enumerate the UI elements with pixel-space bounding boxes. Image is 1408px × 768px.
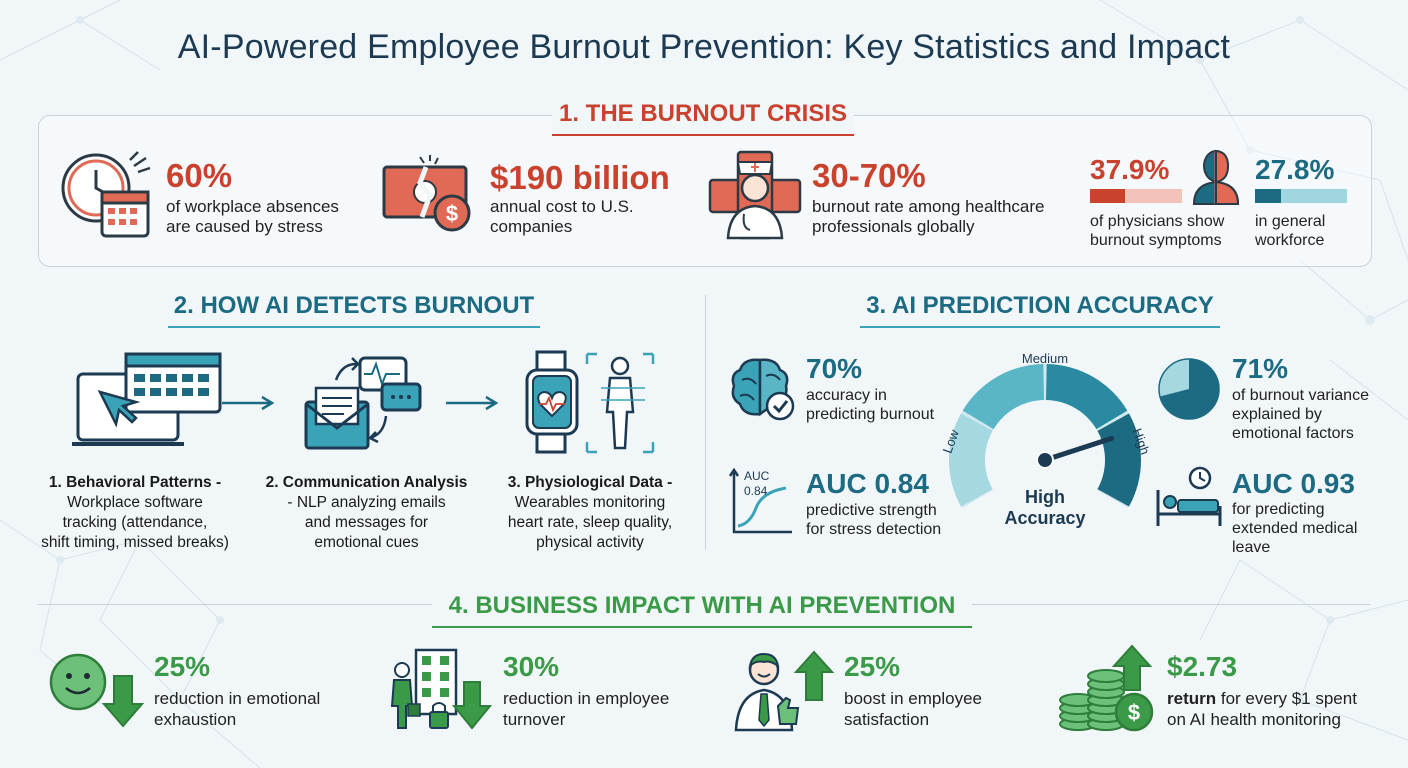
behavioral-step-line2: tracking (attendance, bbox=[62, 514, 208, 531]
gauge-hub bbox=[1037, 452, 1053, 468]
envelope-chat-icon bbox=[300, 352, 425, 452]
auc-mini-label1: AUC bbox=[744, 469, 770, 483]
bed-clock-icon bbox=[1154, 466, 1224, 528]
gauge-needle bbox=[1045, 438, 1112, 460]
doctor-icon bbox=[708, 150, 803, 240]
absence-stat-line2: are caused by stress bbox=[166, 217, 323, 236]
laptop-calendar-icon bbox=[72, 352, 222, 452]
communication-step-text bbox=[254, 473, 479, 553]
communication-step-line2: and messages for bbox=[304, 514, 429, 531]
auc-leave-line1: for predicting bbox=[1232, 501, 1325, 518]
accuracy-stat-line1: accuracy in bbox=[806, 387, 887, 404]
auc-stress-line2: for stress detection bbox=[806, 521, 942, 538]
workforce-bar-track bbox=[1255, 189, 1347, 203]
satisfaction-stat-line2: satisfaction bbox=[844, 710, 930, 729]
gauge-segment-low bbox=[949, 414, 993, 507]
behavioral-step-line3: shift timing, missed breaks) bbox=[41, 534, 229, 551]
variance-stat-value: 71% bbox=[1232, 353, 1289, 384]
thumbs-up-person-icon bbox=[732, 648, 836, 732]
physiological-step-text bbox=[490, 473, 690, 553]
communication-step-title: 2. Communication Analysis bbox=[265, 474, 468, 491]
building-leaving-icon bbox=[382, 648, 494, 732]
cost-stat-line1: annual cost to U.S. bbox=[490, 197, 634, 216]
accuracy-heading: 3. AI PREDICTION ACCURACY bbox=[860, 292, 1220, 328]
roi-stat-value: $2.73 bbox=[1167, 651, 1238, 682]
workforce-stat-line1: in general bbox=[1255, 213, 1326, 230]
exhaustion-stat-line2: exhaustion bbox=[154, 710, 237, 729]
crisis-heading: 1. THE BURNOUT CRISIS bbox=[552, 100, 854, 136]
svg-text:$: $ bbox=[445, 201, 459, 226]
gauge-label-low: Low bbox=[939, 427, 962, 456]
physiological-step-title: 3. Physiological Data - bbox=[507, 474, 673, 491]
physiological-step-line1: Wearables monitoring bbox=[514, 494, 666, 511]
gauge-label-high: High bbox=[1129, 426, 1153, 457]
accuracy-stat-value: 70% bbox=[806, 353, 863, 384]
auc-leave-line2: extended medical bbox=[1232, 520, 1358, 537]
variance-stat-line3: emotional factors bbox=[1232, 425, 1354, 442]
behavioral-step-line1: Workplace software bbox=[67, 494, 203, 511]
physiological-step-line2: heart rate, sleep quality, bbox=[507, 514, 673, 531]
money-icon bbox=[380, 155, 480, 240]
communication-step-line1: - NLP analyzing emails bbox=[287, 494, 446, 511]
smartwatch-body-icon bbox=[525, 352, 655, 454]
arrow-right-icon bbox=[446, 396, 500, 410]
turnover-stat-line1: reduction in employee bbox=[503, 689, 670, 708]
person-silhouette-icon bbox=[1188, 148, 1244, 206]
brain-check-icon bbox=[730, 356, 798, 420]
physiological-step-line3: physical activity bbox=[536, 534, 644, 551]
gauge-label-medium: Medium bbox=[1021, 351, 1069, 366]
satisfaction-stat-value: 25% bbox=[844, 651, 901, 682]
accuracy-gauge bbox=[935, 348, 1155, 548]
physician-stat-line1: of physicians show bbox=[1090, 213, 1225, 230]
turnover-stat-line2: turnover bbox=[503, 710, 566, 729]
physician-bar-fill bbox=[1090, 189, 1125, 203]
healthcare-stat-value: 30-70% bbox=[812, 157, 926, 194]
turnover-stat-value: 30% bbox=[503, 651, 560, 682]
workforce-stat-value: 27.8% bbox=[1255, 154, 1335, 185]
workforce-stat-line2: workforce bbox=[1255, 232, 1325, 249]
variance-stat-line2: explained by bbox=[1232, 406, 1322, 423]
coins-up-icon bbox=[1058, 644, 1162, 734]
roi-stat-line1 bbox=[1167, 689, 1357, 709]
absence-stat-value: 60% bbox=[166, 157, 233, 194]
impact-heading: 4. BUSINESS IMPACT WITH AI PREVENTION bbox=[432, 592, 972, 628]
auc-leave-line3: leave bbox=[1232, 539, 1271, 556]
healthcare-stat-line1: burnout rate among healthcare bbox=[812, 197, 1045, 216]
roi-stat-line2: on AI health monitoring bbox=[1167, 710, 1341, 729]
physician-bar-track bbox=[1090, 189, 1182, 203]
auc-mini-label2: 0.84 bbox=[744, 484, 768, 498]
behavioral-step-text bbox=[30, 473, 240, 553]
detect-heading: 2. HOW AI DETECTS BURNOUT bbox=[168, 292, 540, 328]
smiley-down-icon bbox=[48, 652, 148, 730]
auc-leave-value: AUC 0.93 bbox=[1232, 468, 1355, 499]
arrow-right-icon bbox=[222, 396, 276, 410]
roi-stat-bold: return bbox=[1167, 689, 1217, 708]
section-divider bbox=[705, 295, 706, 550]
auc-curve-icon bbox=[728, 468, 794, 538]
gauge-segment-top bbox=[1098, 414, 1142, 507]
physician-stat-value: 37.9% bbox=[1090, 154, 1170, 185]
page-title: AI-Powered Employee Burnout Prevention: Key Statistics and Impact bbox=[177, 28, 1231, 66]
workforce-bar-fill bbox=[1255, 189, 1281, 203]
cost-stat-line2: companies bbox=[490, 217, 573, 236]
gauge-center-line2: Accuracy bbox=[1004, 508, 1086, 528]
gauge-center-line1: High bbox=[1025, 487, 1065, 507]
clock-calendar-icon bbox=[58, 150, 153, 240]
roi-stat-rest: for every $1 spent bbox=[1216, 689, 1357, 708]
absence-stat-line1: of workplace absences bbox=[166, 197, 339, 216]
variance-stat-line1: of burnout variance bbox=[1232, 387, 1369, 404]
auc-stress-value: AUC 0.84 bbox=[806, 468, 929, 499]
accuracy-stat-line2: predicting burnout bbox=[806, 406, 935, 423]
exhaustion-stat-value: 25% bbox=[154, 651, 211, 682]
communication-step-line3: emotional cues bbox=[314, 534, 419, 551]
behavioral-step-title: 1. Behavioral Patterns - bbox=[48, 474, 222, 491]
auc-stress-line1: predictive strength bbox=[806, 502, 937, 519]
healthcare-stat-line2: professionals globally bbox=[812, 217, 975, 236]
cost-stat-value: $190 billion bbox=[490, 159, 670, 196]
pie-icon bbox=[1156, 356, 1222, 422]
svg-text:$: $ bbox=[1127, 700, 1141, 725]
physician-stat-line2: burnout symptoms bbox=[1090, 232, 1222, 249]
exhaustion-stat-line1: reduction in emotional bbox=[154, 689, 321, 708]
satisfaction-stat-line1: boost in employee bbox=[844, 689, 982, 708]
